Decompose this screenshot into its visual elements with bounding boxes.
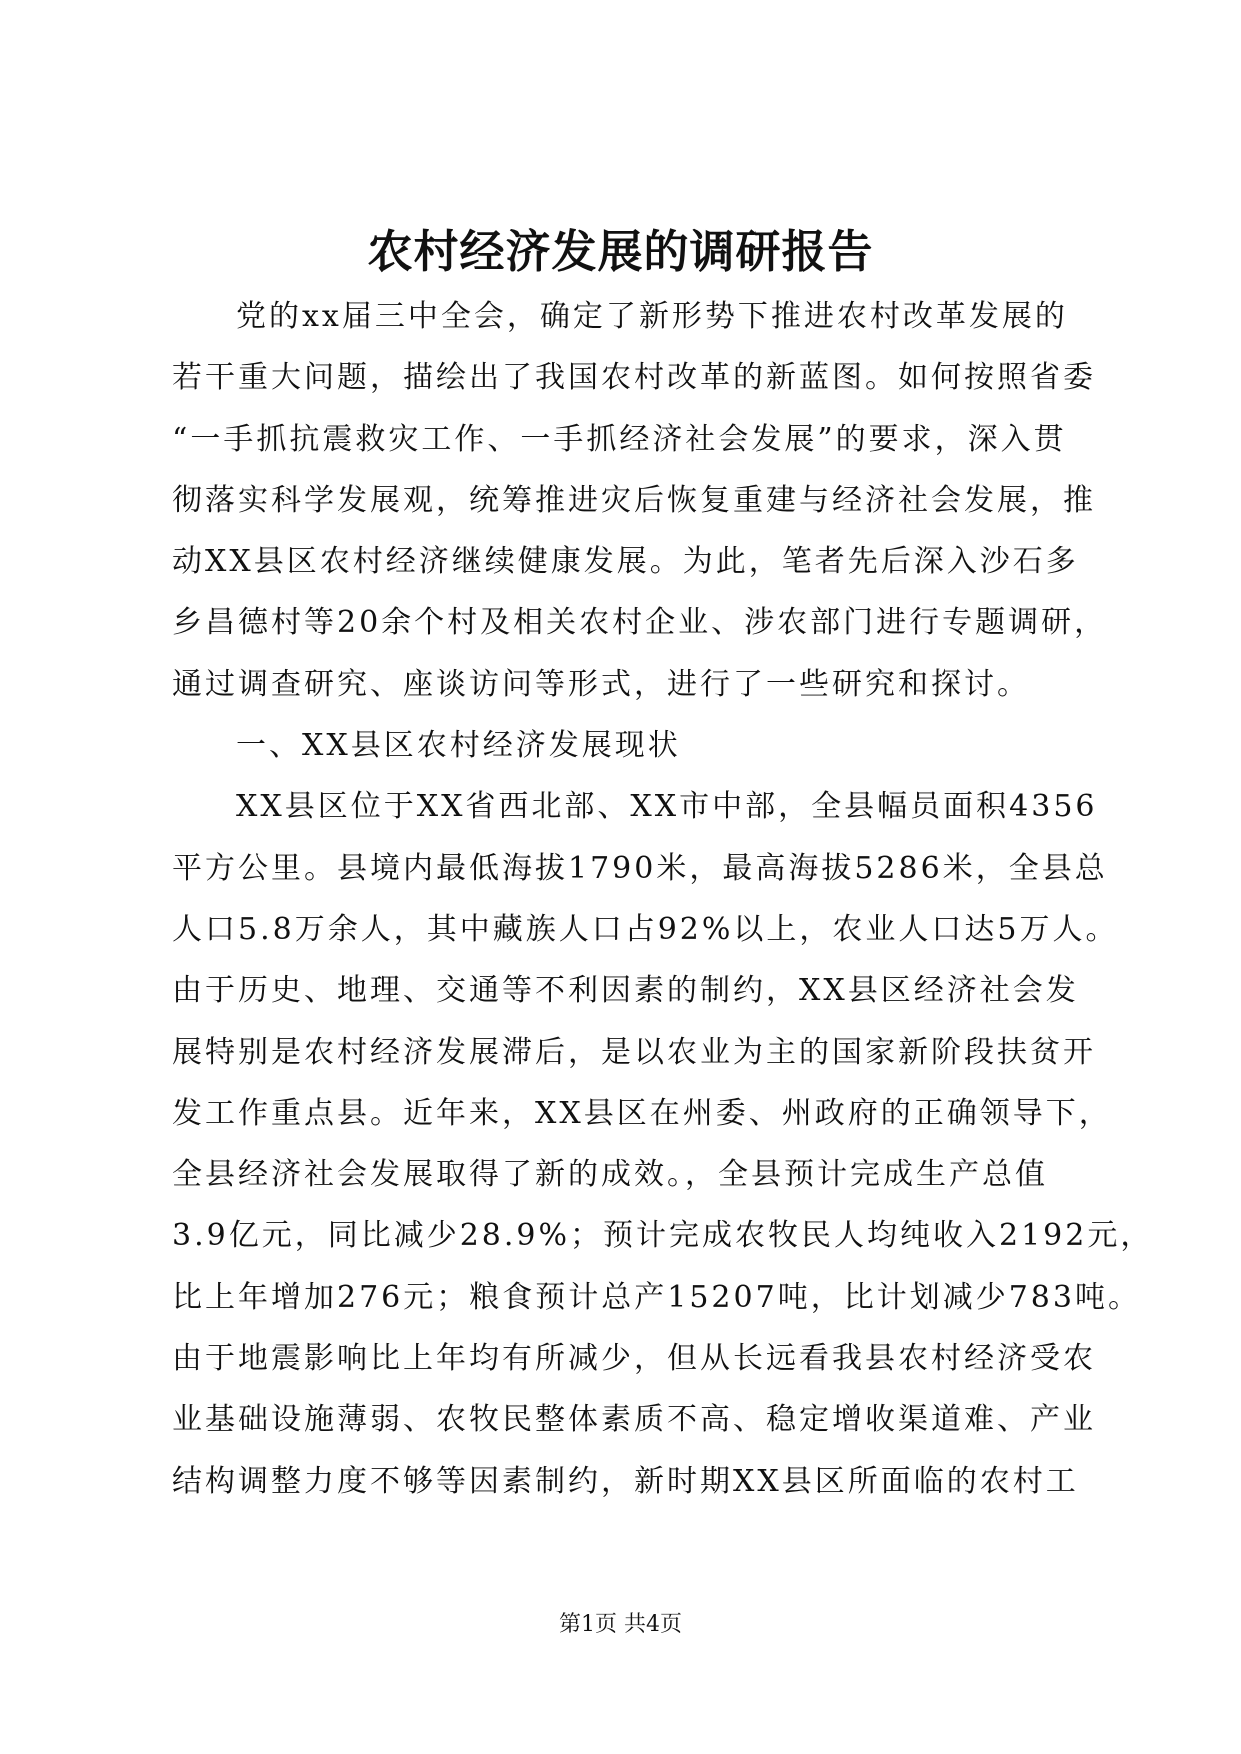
paragraph-line: 展特别是农村经济发展滞后，是以农业为主的国家新阶段扶贫开 [172, 1034, 1096, 1070]
document-body [172, 286, 1154, 1512]
paragraph-line: 乡昌德村等20余个村及相关农村企业、涉农部门进行专题调研， [172, 605, 1108, 641]
paragraph-line: 平方公里。县境内最低海拔1790米，最高海拔5286米，全县总 [172, 850, 1108, 886]
page-number-footer: 第1页 共4页 [559, 1612, 682, 1637]
paragraph-line: 发工作重点县。近年来，XX县区在州委、州政府的正确领导下， [172, 1095, 1112, 1131]
paragraph-line: 党的xx届三中全会，确定了新形势下推进农村改革发展的 [236, 299, 1068, 334]
paragraph-line: 通过调查研究、座谈访问等形式，进行了一些研究和探讨。 [172, 666, 1030, 702]
paragraph-line: 由于历史、地理、交通等不利因素的制约，XX县区经济社会发 [172, 973, 1079, 1009]
paragraph-line: 比上年增加276元；粮食预计总产15207吨，比计划减少783吨。 [172, 1279, 1141, 1315]
paragraph-line: 3.9亿元，同比减少28.9%；预计完成农牧民人均纯收入2192元， [172, 1218, 1154, 1254]
paragraph-line: 动XX县区农村经济继续健康发展。为此，笔者先后深入沙石多 [172, 544, 1079, 580]
paragraph-line: 全县经济社会发展取得了新的成效。，全县预计完成生产总值 [172, 1157, 1048, 1193]
paragraph-line: XX县区位于XX省西北部、XX市中部，全县幅员面积4356 [236, 789, 1098, 825]
paragraph-line: 人口5.8万余人，其中藏族人口占92%以上，农业人口达5万人。 [172, 911, 1119, 947]
document-title: 农村经济发展的调研报告 [367, 225, 874, 278]
paragraph-line: 业基础设施薄弱、农牧民整体素质不高、稳定增收渠道难、产业 [172, 1402, 1096, 1438]
paragraph-line: 若干重大问题，描绘出了我国农村改革的新蓝图。如何按照省委 [172, 360, 1096, 396]
paragraph-line: 由于地震影响比上年均有所减少，但从长远看我县农村经济受农 [172, 1341, 1096, 1377]
paragraph-line: “一手抓抗震救灾工作、一手抓经济社会发展”的要求，深入贯 [172, 421, 1067, 457]
section-heading: 一、XX县区农村经济发展现状 [236, 728, 681, 764]
paragraph-line: 彻落实科学发展观，统筹推进灾后恢复重建与经济社会发展，推 [172, 482, 1096, 518]
paragraph-line: 结构调整力度不够等因素制约，新时期XX县区所面临的农村工 [172, 1463, 1079, 1499]
